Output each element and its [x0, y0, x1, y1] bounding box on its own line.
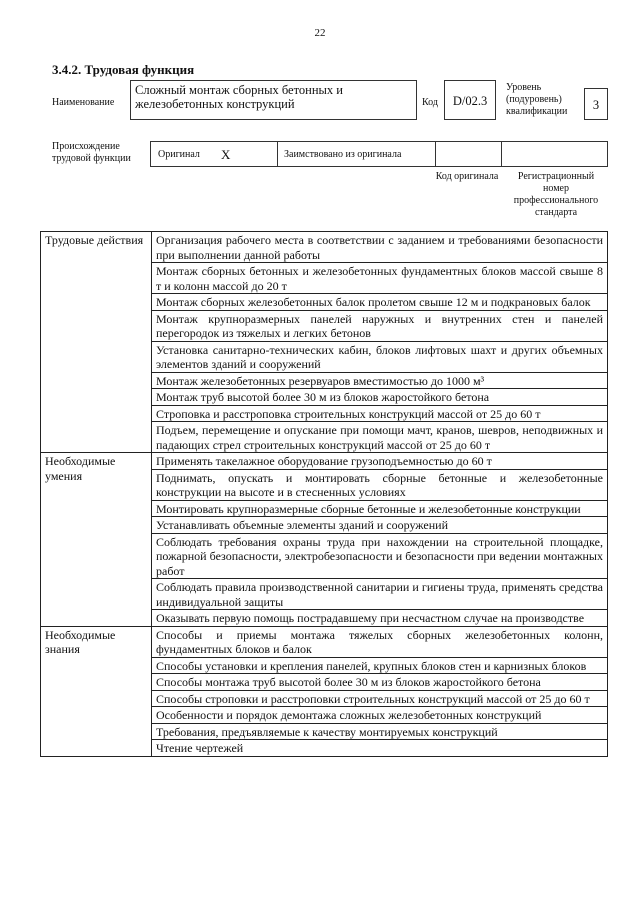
original-mark: X [221, 147, 231, 162]
category-cell: Трудовые действия [41, 232, 152, 453]
item-cell: Монтировать крупноразмерные сборные бетонные и железобетонные конструкции [152, 500, 608, 517]
item-cell: Монтаж крупноразмерных панелей наружных и внутренних стен и панелей перегородок из тяжелых и легких бетонов [152, 310, 608, 341]
item-cell: Поднимать, опускать и монтировать сборные бетонные и железобетонные конструкции на высоте и в стесненных условиях [152, 469, 608, 500]
item-cell: Требования, предъявляемые к качеству монтируемых конструкций [152, 723, 608, 740]
category-cell: Необходимые умения [41, 453, 152, 627]
labor-function-table [40, 231, 608, 757]
borrowed-label: Заимствовано из оригинала [284, 149, 402, 160]
item-cell: Соблюдать правила производственной санитарии и гигиены труда, применять средства индивидуальной защиты [152, 579, 608, 610]
item-cell: Подъем, перемещение и опускание при помощи мачт, кранов, шевров, неподвижных и падающих стрел строительных конструкций массой от 25 до 60 т [152, 422, 608, 453]
section-title: 3.4.2. Трудовая функция [52, 62, 195, 77]
original-label: Оригинал [158, 149, 200, 160]
item-cell: Монтаж железобетонных резервуаров вместимостью до 1000 м³ [152, 372, 608, 389]
item-cell: Монтаж сборных бетонных и железобетонных фундаментных блоков массой свыше 8 т и колонн массой до 20 т [152, 263, 608, 294]
item-cell: Организация рабочего места в соответствии с заданием и требованиями безопасности при выполнении данной работы [152, 232, 608, 263]
item-cell: Способы строповки и расстроповки строительных конструкций массой от 25 до 60 т [152, 690, 608, 707]
origin-divider-3 [501, 142, 502, 166]
item-cell: Строповка и расстроповка строительных конструкций массой от 25 до 60 т [152, 405, 608, 422]
item-cell: Монтаж труб высотой более 30 м из блоков жаростойкого бетона [152, 389, 608, 406]
level-box [584, 88, 608, 120]
item-cell: Способы монтажа труб высотой более 30 м из блоков жаростойкого бетона [152, 674, 608, 691]
origin-label: Происхождение трудовой функции [52, 141, 131, 164]
item-cell: Способы и приемы монтажа тяжелых сборных железобетонных колонн, фундаментных блоков и балок [152, 626, 608, 657]
origin-row [150, 141, 608, 167]
item-cell: Монтаж сборных железобетонных балок пролетом свыше 12 м и подкрановых балок [152, 294, 608, 311]
function-name-box [130, 80, 417, 120]
level-value: 3 [592, 98, 600, 112]
page-number: 22 [314, 27, 326, 39]
table-row [41, 232, 608, 263]
name-label: Наименование [52, 97, 115, 108]
table-row [41, 453, 608, 470]
col-code-label: Код оригинала [435, 171, 499, 182]
item-cell: Оказывать первую помощь пострадавшему при несчастном случае на производстве [152, 610, 608, 627]
item-cell: Установка санитарно-технических кабин, блоков лифтовых шахт и других объемных элементов зданий и сооружений [152, 341, 608, 372]
code-label: Код [422, 97, 438, 108]
origin-divider-1 [277, 142, 278, 166]
code-value: D/02.3 [452, 94, 488, 108]
level-label: Уровень (подуровень) квалификации [506, 82, 568, 117]
item-cell: Особенности и порядок демонтажа сложных железобетонных конструкций [152, 707, 608, 724]
item-cell: Применять такелажное оборудование грузоподъемностью до 60 т [152, 453, 608, 470]
col-reg-label: Регистрационный номер профессионального стандарта [513, 171, 599, 218]
table-row [41, 626, 608, 657]
code-box [444, 80, 496, 120]
item-cell: Соблюдать требования охраны труда при нахождении на строительной площадке, пожарной безопасности, электробезопасности и безопасности при ведении монтажных работ [152, 533, 608, 579]
item-cell: Чтение чертежей [152, 740, 608, 757]
function-name: Сложный монтаж сборных бетонных и железобетонных конструкций [135, 83, 343, 111]
origin-divider-2 [435, 142, 436, 166]
item-cell: Устанавливать объемные элементы зданий и сооружений [152, 517, 608, 534]
item-cell: Способы установки и крепления панелей, крупных блоков стен и карнизных блоков [152, 657, 608, 674]
category-cell: Необходимые знания [41, 626, 152, 756]
